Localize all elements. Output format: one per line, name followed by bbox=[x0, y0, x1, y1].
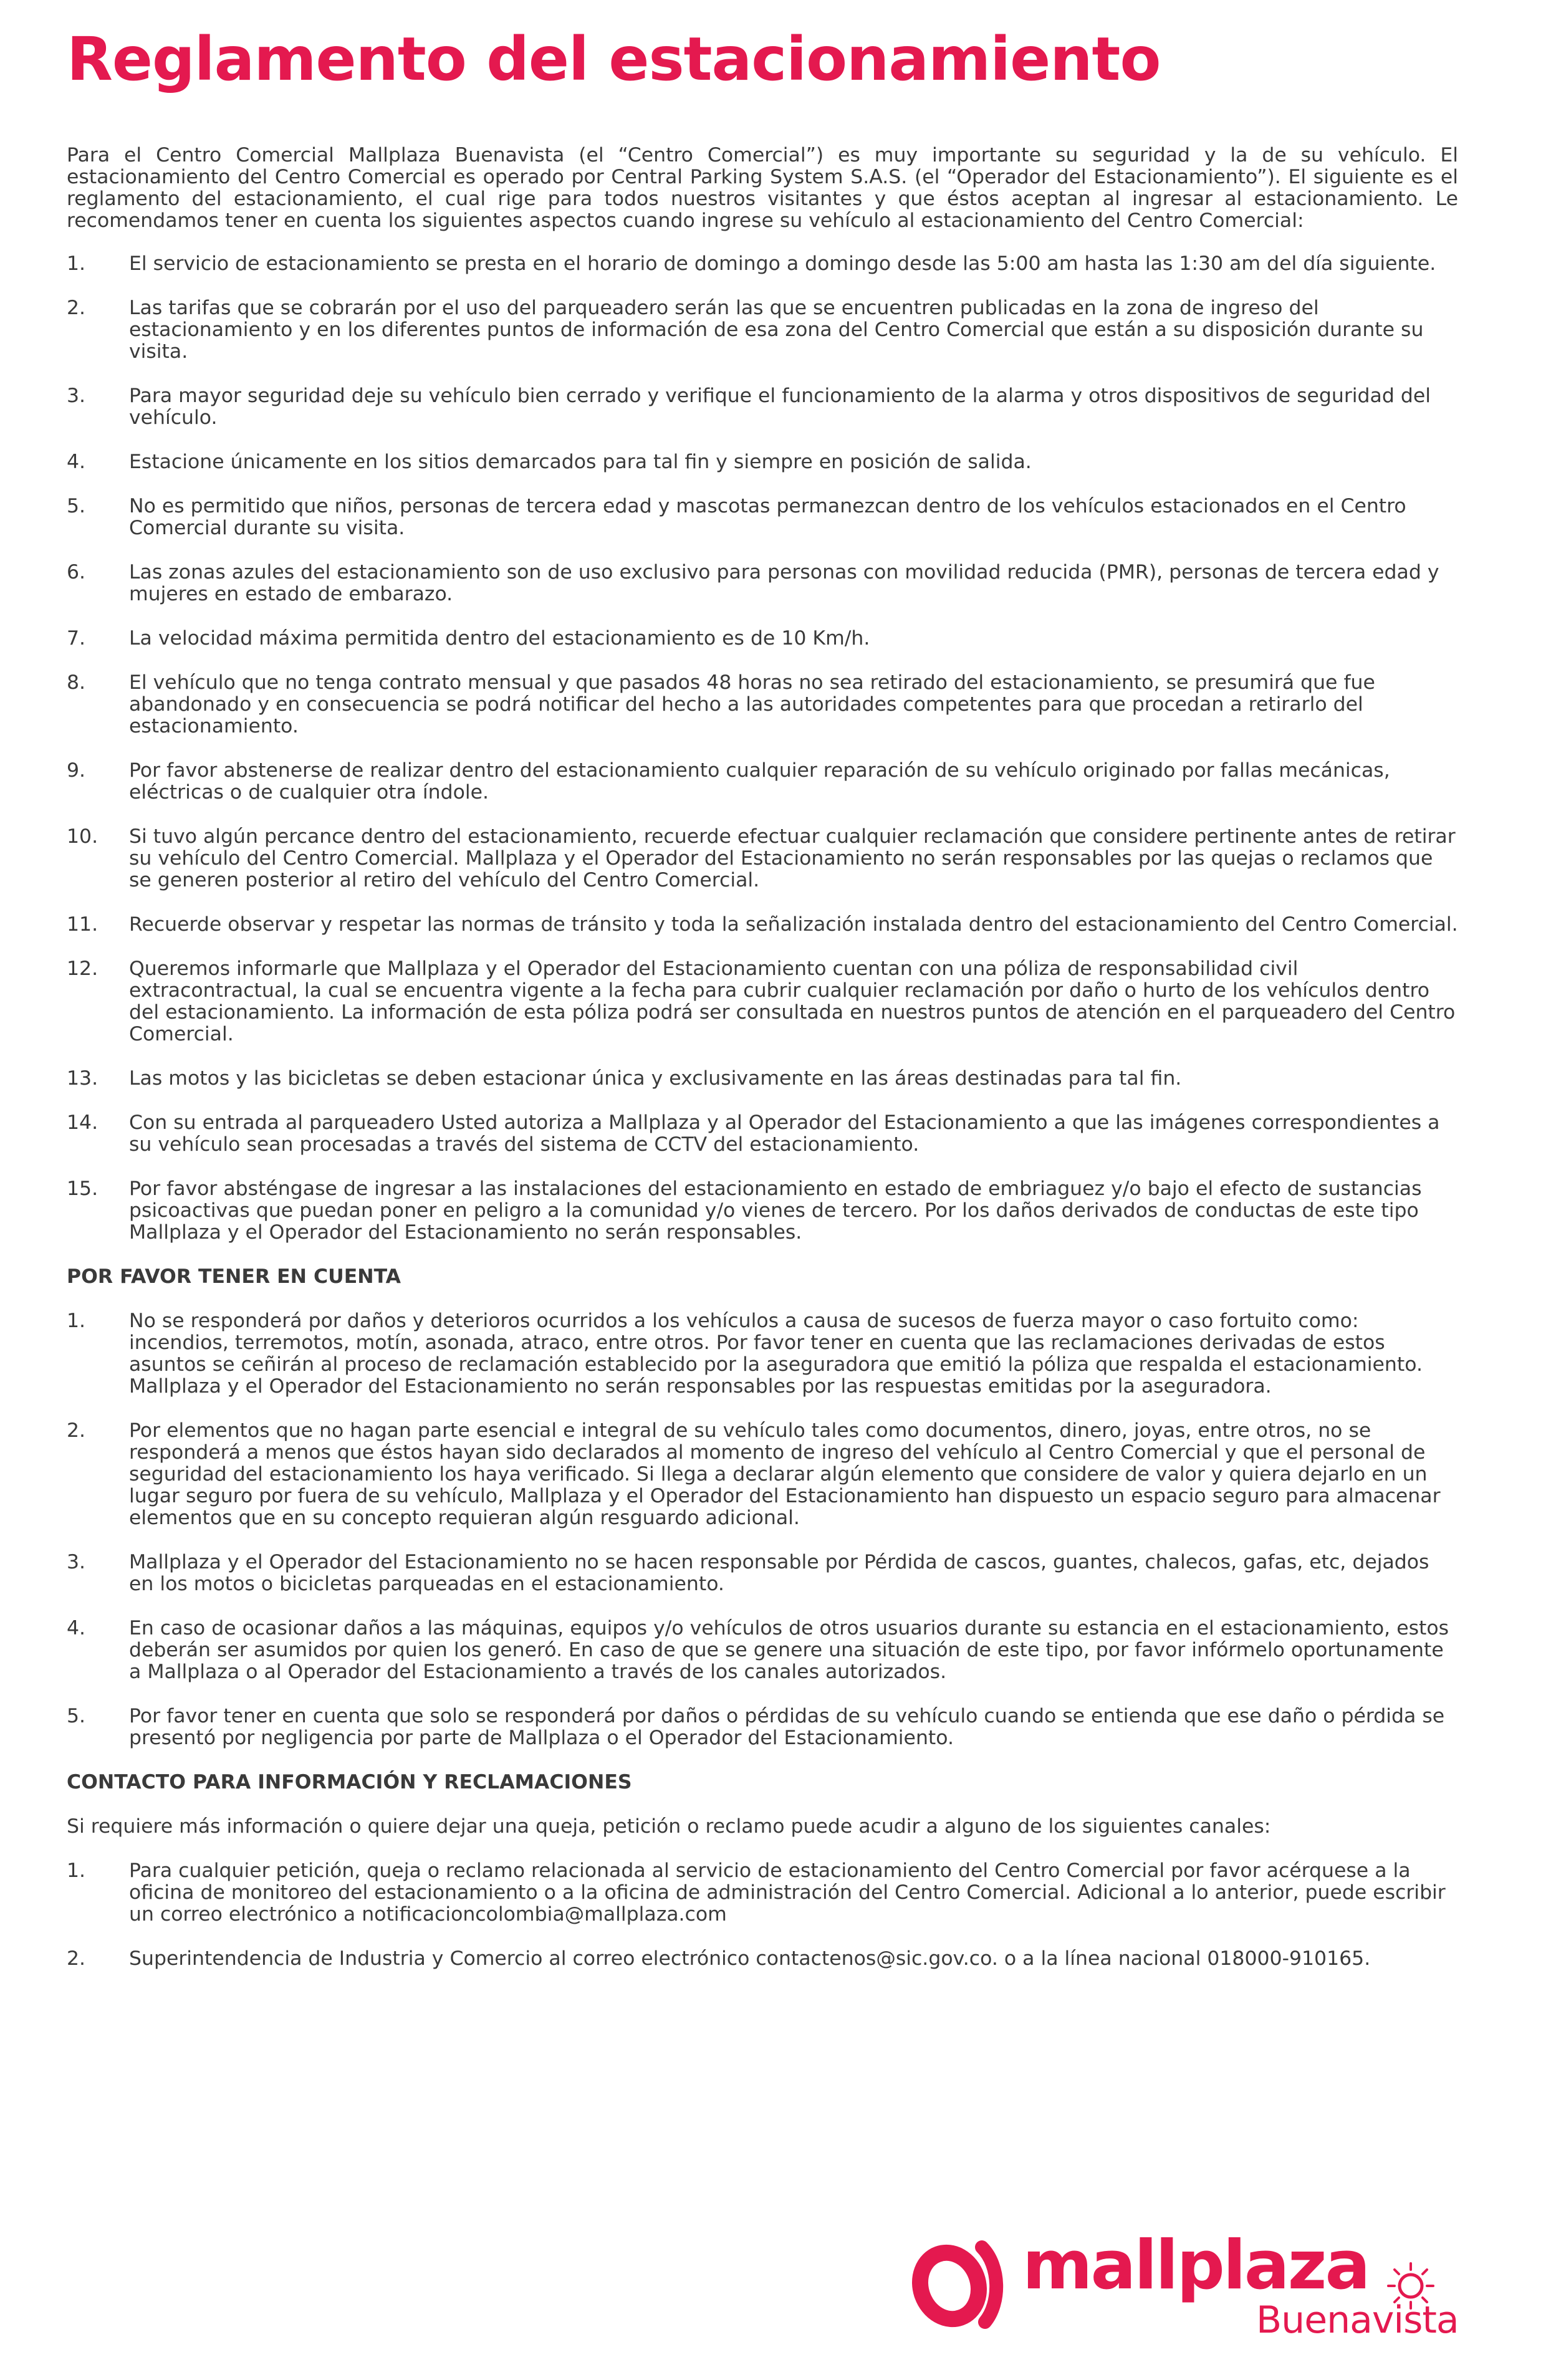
list-item bbox=[67, 1552, 1458, 1595]
item-text: Para mayor seguridad deje su vehículo bien cerrado y verifique el funcionamiento de la alarma y otros dispositivos de seguridad del vehículo. bbox=[129, 385, 1431, 429]
item-text: Estacione únicamente en los sitios demarcados para tal fin y siempre en posición de salida. bbox=[129, 451, 1032, 473]
list-item bbox=[67, 562, 1458, 605]
list-item bbox=[67, 297, 1458, 363]
item-text: Mallplaza y el Operador del Estacionamiento no se hacen responsable por Pérdida de cascos, guantes, chalecos, gafas, etc, dejados en los motos o bicicletas parqueadas en el estacionamiento. bbox=[129, 1551, 1429, 1595]
contact-intro: Si requiere más información o quiere dejar una queja, petición o reclamo puede acudir a alguno de los siguientes canales: bbox=[67, 1815, 1271, 1838]
item-number: 5. bbox=[67, 1705, 86, 1727]
item-number: 4. bbox=[67, 1617, 86, 1639]
list-item bbox=[67, 1420, 1458, 1529]
list-item bbox=[67, 1706, 1458, 1749]
item-number: 1. bbox=[67, 1859, 86, 1882]
mallplaza-brand-mark-icon bbox=[907, 2229, 1013, 2334]
contact-heading: CONTACTO PARA INFORMACIÓN Y RECLAMACIONES bbox=[67, 1771, 632, 1793]
item-number: 4. bbox=[67, 451, 86, 473]
item-text: En caso de ocasionar daños a las máquinas, equipos y/o vehículos de otros usuarios durante su estancia en el estacionamiento, estos deberán ser asumidos por quien los generó. En caso de que se genere una situación de este tipo, por favor infórmelo oportunamente a Mallplaza o al Operador del Estacionamiento a través de los canales autorizados. bbox=[129, 1617, 1449, 1683]
item-number: 5. bbox=[67, 495, 86, 517]
list-item bbox=[67, 1068, 1458, 1090]
list-item bbox=[67, 253, 1458, 275]
item-text: Si tuvo algún percance dentro del estacionamiento, recuerde efectuar cualquier reclamación que considere pertinente antes de retirar su vehículo del Centro Comercial. Mallplaza y el Operador del Estacionamiento no serán responsables por las quejas o reclamos que se generen posterior al retiro del vehículo del Centro Comercial. bbox=[129, 825, 1456, 891]
list-item bbox=[67, 1618, 1458, 1683]
list-item bbox=[67, 496, 1458, 539]
item-text: Superintendencia de Industria y Comercio al correo electrónico contactenos@sic.gov.co. o a la línea nacional 018000-910165. bbox=[129, 1947, 1371, 1970]
regulation-document bbox=[67, 25, 1458, 1992]
item-text: La velocidad máxima permitida dentro del estacionamiento es de 10 Km/h. bbox=[129, 627, 870, 650]
list-item bbox=[67, 914, 1458, 936]
list-item bbox=[67, 826, 1458, 891]
list-item bbox=[67, 451, 1458, 473]
item-number: 11. bbox=[67, 913, 98, 936]
item-number: 6. bbox=[67, 561, 86, 583]
mallplaza-logo bbox=[907, 2229, 1468, 2353]
item-number: 15. bbox=[67, 1178, 98, 1200]
item-number: 1. bbox=[67, 1310, 86, 1332]
notice-heading: POR FAVOR TENER EN CUENTA bbox=[67, 1265, 401, 1288]
item-number: 2. bbox=[67, 297, 86, 319]
list-item bbox=[67, 1178, 1458, 1244]
page-title: Reglamento del estacionamiento bbox=[67, 24, 1161, 94]
list-item bbox=[67, 958, 1458, 1045]
item-number: 13. bbox=[67, 1067, 98, 1090]
contacts-list bbox=[67, 1860, 1458, 1970]
item-number: 14. bbox=[67, 1111, 98, 1134]
item-text: No es permitido que niños, personas de tercera edad y mascotas permanezcan dentro de los vehículos estacionados en el Centro Comercial durante su visita. bbox=[129, 495, 1406, 539]
item-text: Para cualquier petición, queja o reclamo relacionada al servicio de estacionamiento del Centro Comercial por favor acérquese a la oficina de monitoreo del estacionamiento o a la oficina de administración del Centro Comercial. Adicional a lo anterior, puede escribir un correo electrónico a notificacioncolombia@mallplaza.com bbox=[129, 1859, 1446, 1926]
list-item bbox=[67, 628, 1458, 650]
item-text: Por elementos que no hagan parte esencial e integral de su vehículo tales como documentos, dinero, joyas, entre otros, no se responderá a menos que éstos hayan sido declarados al momento de ingreso del vehículo al Centro Comercial y que el personal de seguridad del estacionamiento los haya verificado. Si llega a declarar algún elemento que considere de valor y quiera dejarlo en un lugar seguro por fuera de su vehículo, Mallplaza y el Operador del Estacionamiento han dispuesto un espacio seguro para almacenar elementos que en su concepto requieran algún resguardo adicional. bbox=[129, 1419, 1441, 1529]
list-item bbox=[67, 760, 1458, 804]
intro-paragraph: Para el Centro Comercial Mallplaza Buenavista (el “Centro Comercial”) es muy importante su seguridad y la de su vehículo. El estacionamiento del Centro Comercial es operado por Central Parking System S.A.S. (el “Operador del Estacionamiento”). El siguiente es el reglamento del estacionamiento, el cual rige para todos nuestros visitantes y que éstos aceptan al ingresar al estacionamiento. Le recomendamos tener en cuenta los siguientes aspectos cuando ingrese su vehículo al estacionamiento del Centro Comercial: bbox=[67, 144, 1458, 232]
item-number: 1. bbox=[67, 252, 86, 275]
item-number: 9. bbox=[67, 759, 86, 782]
list-item bbox=[67, 385, 1458, 429]
item-text: No se responderá por daños y deterioros ocurridos a los vehículos a causa de sucesos de fuerza mayor o caso fortuito como: incendios, terremotos, motín, asonada, atraco, entre otros. Por favor tener en cuenta que las reclamaciones derivadas de estos asuntos se ceñirán al proceso de reclamación establecido por la aseguradora que emitió la póliza que respalda el estacionamiento. Mallplaza y el Operador del Estacionamiento no serán responsables por las respuestas emitidas por la aseguradora. bbox=[129, 1310, 1423, 1398]
item-number: 12. bbox=[67, 957, 98, 980]
item-text: El vehículo que no tenga contrato mensual y que pasados 48 horas no sea retirado del estacionamiento, se presumirá que fue abandonado y en consecuencia se podrá notificar del hecho a las autoridades competentes para que procedan a retirarlo del estacionamiento. bbox=[129, 671, 1375, 737]
item-number: 10. bbox=[67, 825, 98, 848]
item-number: 3. bbox=[67, 385, 86, 407]
item-text: Queremos informarle que Mallplaza y el Operador del Estacionamiento cuentan con una póliza de responsabilidad civil extracontractual, la cual se encuentra vigente a la fecha para cubrir cualquier reclamación por daño o hurto de los vehículos dentro del estacionamiento. La información de esta póliza podrá ser consultada en nuestros puntos de atención en el parqueadero del Centro Comercial. bbox=[129, 957, 1456, 1045]
list-item bbox=[67, 1948, 1458, 1970]
list-item bbox=[67, 672, 1458, 737]
item-number: 3. bbox=[67, 1551, 86, 1573]
list-item bbox=[67, 1310, 1458, 1398]
list-item bbox=[67, 1112, 1458, 1156]
notices-list bbox=[67, 1310, 1458, 1749]
logo-location: Buenavista bbox=[1256, 2298, 1459, 2342]
item-number: 8. bbox=[67, 671, 86, 694]
item-text: Por favor absténgase de ingresar a las instalaciones del estacionamiento en estado de embriaguez y/o bajo el efecto de sustancias psicoactivas que puedan poner en peligro a la comunidad y/o vienes de tercero. Por los daños derivados de conductas de este tipo Mallplaza y el Operador del Estacionamiento no serán responsables. bbox=[129, 1178, 1422, 1244]
logo-wordmark: mallplaza bbox=[1022, 2227, 1369, 2305]
item-text: Por favor tener en cuenta que solo se responderá por daños o pérdidas de su vehículo cuando se entienda que ese daño o pérdida se presentó por negligencia por parte de Mallplaza o el Operador del Estacionamiento. bbox=[129, 1705, 1445, 1749]
item-text: Las motos y las bicicletas se deben estacionar única y exclusivamente en las áreas destinadas para tal fin. bbox=[129, 1067, 1182, 1090]
item-text: Con su entrada al parqueadero Usted autoriza a Mallplaza y al Operador del Estacionamiento a que las imágenes correspondientes a su vehículo sean procesadas a través del sistema de CCTV del estacionamiento. bbox=[129, 1111, 1440, 1156]
item-text: Por favor abstenerse de realizar dentro del estacionamiento cualquier reparación de su vehículo originado por fallas mecánicas, eléctricas o de cualquier otra índole. bbox=[129, 759, 1390, 804]
item-text: Las zonas azules del estacionamiento son de uso exclusivo para personas con movilidad reducida (PMR), personas de tercera edad y mujeres en estado de embarazo. bbox=[129, 561, 1439, 605]
item-text: Las tarifas que se cobrarán por el uso del parqueadero serán las que se encuentren publicadas en la zona de ingreso del estacionamiento y en los diferentes puntos de información de esa zona del Centro Comercial que están a su disposición durante su visita. bbox=[129, 297, 1424, 363]
item-number: 2. bbox=[67, 1419, 86, 1442]
list-item bbox=[67, 1860, 1458, 1926]
item-number: 2. bbox=[67, 1947, 86, 1970]
item-text: El servicio de estacionamiento se presta en el horario de domingo a domingo desde las 5:00 am hasta las 1:30 am del día siguiente. bbox=[129, 252, 1436, 275]
item-text: Recuerde observar y respetar las normas de tránsito y toda la señalización instalada dentro del estacionamiento del Centro Comercial. bbox=[129, 913, 1458, 936]
rules-list bbox=[67, 253, 1458, 1244]
item-number: 7. bbox=[67, 627, 86, 650]
